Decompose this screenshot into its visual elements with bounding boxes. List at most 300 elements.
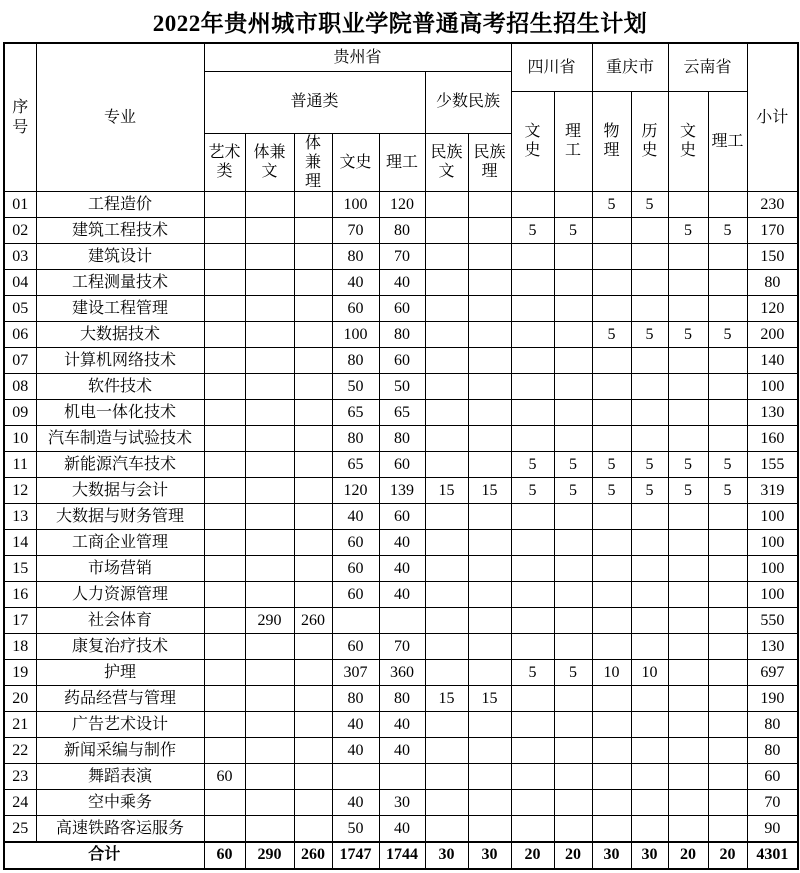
table-row [4, 296, 798, 322]
value-cell: 150 [747, 244, 798, 270]
value-cell: 120 [332, 478, 379, 504]
col-header-sport-li [294, 133, 332, 192]
value-cell [631, 608, 668, 634]
major-name-cell: 计算机网络技术 [36, 348, 204, 374]
value-cell [294, 452, 332, 478]
value-cell [631, 712, 668, 738]
col-header-art [204, 133, 245, 192]
value-cell [592, 608, 631, 634]
value-cell [631, 764, 668, 790]
value-cell [708, 504, 747, 530]
col-header-sport-li-label: 体兼理 [304, 134, 321, 190]
value-cell [668, 348, 708, 374]
value-cell [708, 634, 747, 660]
value-cell [294, 790, 332, 816]
table-row [4, 452, 798, 478]
value-cell [668, 270, 708, 296]
row-number-cell: 04 [4, 270, 36, 296]
value-cell [668, 530, 708, 556]
row-number-cell: 23 [4, 764, 36, 790]
value-cell: 5 [631, 452, 668, 478]
total-value-cell: 30 [425, 842, 468, 869]
value-cell: 50 [332, 816, 379, 842]
value-cell [425, 426, 468, 452]
value-cell [708, 556, 747, 582]
col-header-no [4, 43, 36, 192]
total-value-cell: 30 [468, 842, 511, 869]
value-cell [631, 270, 668, 296]
value-cell [468, 530, 511, 556]
table-body [4, 192, 798, 842]
value-cell [294, 192, 332, 218]
col-header-yunnan-wenshi-label: 文史 [680, 123, 697, 160]
value-cell [425, 712, 468, 738]
value-cell: 60 [379, 452, 425, 478]
value-cell [245, 790, 294, 816]
value-cell [204, 686, 245, 712]
value-cell: 65 [379, 400, 425, 426]
col-header-no-label: 序号 [12, 99, 29, 136]
value-cell: 40 [379, 582, 425, 608]
value-cell [511, 764, 554, 790]
value-cell [511, 556, 554, 582]
value-cell [554, 348, 592, 374]
row-number-cell: 25 [4, 816, 36, 842]
value-cell [294, 400, 332, 426]
value-cell [631, 426, 668, 452]
value-cell [511, 374, 554, 400]
value-cell [631, 556, 668, 582]
value-cell: 80 [379, 686, 425, 712]
value-cell [425, 582, 468, 608]
value-cell: 5 [511, 218, 554, 244]
value-cell: 80 [379, 426, 425, 452]
value-cell: 40 [332, 738, 379, 764]
value-cell [468, 452, 511, 478]
value-cell [554, 400, 592, 426]
value-cell [294, 322, 332, 348]
major-name-cell: 新能源汽车技术 [36, 452, 204, 478]
value-cell: 100 [332, 322, 379, 348]
row-number-cell: 07 [4, 348, 36, 374]
value-cell [511, 192, 554, 218]
total-value-cell: 30 [592, 842, 631, 869]
value-cell [468, 634, 511, 660]
value-cell: 70 [379, 244, 425, 270]
value-cell [708, 192, 747, 218]
col-header-chongqing-wuli-label: 物理 [603, 123, 620, 160]
value-cell [204, 270, 245, 296]
value-cell [592, 218, 631, 244]
value-cell [204, 660, 245, 686]
value-cell: 5 [708, 452, 747, 478]
value-cell [708, 426, 747, 452]
value-cell: 40 [379, 270, 425, 296]
value-cell: 15 [425, 686, 468, 712]
value-cell: 80 [379, 322, 425, 348]
value-cell: 40 [332, 712, 379, 738]
value-cell [631, 296, 668, 322]
value-cell [708, 738, 747, 764]
total-value-cell: 20 [708, 842, 747, 869]
value-cell [668, 582, 708, 608]
major-name-cell: 市场营销 [36, 556, 204, 582]
value-cell [468, 374, 511, 400]
table-row [4, 608, 798, 634]
col-header-minority-li-label: 民族理 [473, 144, 506, 181]
col-header-yunnan-wenshi [668, 91, 708, 192]
table-row [4, 582, 798, 608]
value-cell [204, 712, 245, 738]
value-cell [708, 712, 747, 738]
value-cell [592, 348, 631, 374]
value-cell: 100 [747, 556, 798, 582]
major-name-cell: 工程测量技术 [36, 270, 204, 296]
value-cell [554, 556, 592, 582]
value-cell [511, 348, 554, 374]
value-cell [245, 244, 294, 270]
value-cell [245, 816, 294, 842]
value-cell [511, 270, 554, 296]
value-cell [631, 348, 668, 374]
major-name-cell: 软件技术 [36, 374, 204, 400]
value-cell [245, 530, 294, 556]
value-cell: 10 [631, 660, 668, 686]
major-name-cell: 汽车制造与试验技术 [36, 426, 204, 452]
value-cell [468, 764, 511, 790]
value-cell: 80 [747, 270, 798, 296]
row-number-cell: 12 [4, 478, 36, 504]
major-name-cell: 大数据与会计 [36, 478, 204, 504]
value-cell: 190 [747, 686, 798, 712]
value-cell [668, 790, 708, 816]
value-cell [245, 478, 294, 504]
value-cell [592, 738, 631, 764]
value-cell [425, 452, 468, 478]
value-cell [294, 348, 332, 374]
value-cell [592, 712, 631, 738]
major-name-cell: 建筑工程技术 [36, 218, 204, 244]
value-cell [668, 296, 708, 322]
value-cell [631, 816, 668, 842]
value-cell [468, 192, 511, 218]
value-cell: 70 [332, 218, 379, 244]
major-name-cell: 康复治疗技术 [36, 634, 204, 660]
value-cell: 80 [747, 738, 798, 764]
value-cell [631, 374, 668, 400]
value-cell [468, 712, 511, 738]
value-cell: 260 [294, 608, 332, 634]
value-cell: 5 [668, 452, 708, 478]
major-name-cell: 空中乘务 [36, 790, 204, 816]
value-cell: 100 [332, 192, 379, 218]
total-value-cell: 60 [204, 842, 245, 869]
value-cell [425, 374, 468, 400]
total-value-cell: 20 [554, 842, 592, 869]
value-cell [425, 556, 468, 582]
value-cell: 5 [554, 660, 592, 686]
value-cell [592, 504, 631, 530]
value-cell [294, 816, 332, 842]
value-cell [592, 764, 631, 790]
value-cell [425, 634, 468, 660]
major-name-cell: 大数据技术 [36, 322, 204, 348]
value-cell [631, 634, 668, 660]
table-row [4, 322, 798, 348]
value-cell: 15 [425, 478, 468, 504]
total-value-cell: 1744 [379, 842, 425, 869]
table-row [4, 426, 798, 452]
table-row [4, 218, 798, 244]
value-cell: 60 [332, 582, 379, 608]
major-name-cell: 建筑设计 [36, 244, 204, 270]
value-cell [554, 686, 592, 712]
value-cell: 70 [379, 634, 425, 660]
value-cell: 80 [747, 712, 798, 738]
value-cell [245, 712, 294, 738]
value-cell: 60 [332, 556, 379, 582]
value-cell [468, 556, 511, 582]
value-cell [708, 244, 747, 270]
value-cell [204, 582, 245, 608]
value-cell [708, 764, 747, 790]
value-cell: 170 [747, 218, 798, 244]
value-cell [708, 348, 747, 374]
value-cell [468, 348, 511, 374]
value-cell: 5 [631, 322, 668, 348]
value-cell: 40 [332, 790, 379, 816]
value-cell [708, 270, 747, 296]
value-cell [204, 556, 245, 582]
value-cell: 100 [747, 374, 798, 400]
value-cell: 319 [747, 478, 798, 504]
value-cell [294, 218, 332, 244]
value-cell [631, 530, 668, 556]
col-header-chongqing-lishi-label: 历史 [641, 123, 658, 160]
group-header-guizhou: 贵州省 [204, 43, 511, 71]
value-cell [425, 192, 468, 218]
value-cell: 5 [592, 452, 631, 478]
value-cell [668, 764, 708, 790]
value-cell [554, 582, 592, 608]
table-row [4, 712, 798, 738]
value-cell [294, 244, 332, 270]
row-number-cell: 08 [4, 374, 36, 400]
value-cell [592, 296, 631, 322]
value-cell [668, 816, 708, 842]
value-cell [425, 738, 468, 764]
value-cell [425, 348, 468, 374]
value-cell [245, 192, 294, 218]
value-cell: 5 [668, 322, 708, 348]
value-cell [554, 608, 592, 634]
value-cell [294, 764, 332, 790]
value-cell [708, 296, 747, 322]
value-cell [708, 608, 747, 634]
value-cell [425, 660, 468, 686]
value-cell: 5 [592, 322, 631, 348]
enrollment-plan-table [3, 42, 799, 870]
row-number-cell: 21 [4, 712, 36, 738]
value-cell [511, 582, 554, 608]
value-cell: 60 [204, 764, 245, 790]
value-cell [511, 816, 554, 842]
value-cell [631, 504, 668, 530]
value-cell [245, 218, 294, 244]
row-number-cell: 16 [4, 582, 36, 608]
value-cell: 697 [747, 660, 798, 686]
value-cell [245, 296, 294, 322]
value-cell [668, 738, 708, 764]
major-name-cell: 机电一体化技术 [36, 400, 204, 426]
value-cell [668, 504, 708, 530]
value-cell [592, 244, 631, 270]
value-cell [592, 374, 631, 400]
value-cell [204, 296, 245, 322]
value-cell: 60 [747, 764, 798, 790]
value-cell: 120 [747, 296, 798, 322]
page-title: 2022年贵州城市职业学院普通高考招生招生计划 [152, 11, 648, 36]
value-cell [294, 712, 332, 738]
value-cell [204, 452, 245, 478]
major-name-cell: 社会体育 [36, 608, 204, 634]
major-name-cell: 高速铁路客运服务 [36, 816, 204, 842]
value-cell [708, 686, 747, 712]
value-cell: 5 [554, 218, 592, 244]
value-cell [204, 218, 245, 244]
value-cell [554, 712, 592, 738]
value-cell [511, 608, 554, 634]
value-cell [245, 322, 294, 348]
value-cell: 5 [592, 478, 631, 504]
group-header-yunnan: 云南省 [668, 43, 747, 91]
value-cell [708, 582, 747, 608]
value-cell [708, 530, 747, 556]
value-cell: 5 [631, 192, 668, 218]
table-row [4, 270, 798, 296]
value-cell: 5 [511, 660, 554, 686]
value-cell [294, 660, 332, 686]
value-cell [554, 504, 592, 530]
value-cell [425, 608, 468, 634]
row-number-cell: 17 [4, 608, 36, 634]
value-cell: 80 [379, 218, 425, 244]
table-row [4, 686, 798, 712]
value-cell [425, 218, 468, 244]
value-cell [554, 738, 592, 764]
value-cell [204, 192, 245, 218]
value-cell: 65 [332, 452, 379, 478]
value-cell: 130 [747, 634, 798, 660]
row-number-cell: 01 [4, 192, 36, 218]
table-row [4, 790, 798, 816]
value-cell [554, 634, 592, 660]
group-header-sichuan: 四川省 [511, 43, 592, 91]
table-row [4, 738, 798, 764]
value-cell [204, 634, 245, 660]
value-cell [592, 556, 631, 582]
value-cell [245, 634, 294, 660]
value-cell [668, 192, 708, 218]
value-cell: 40 [379, 530, 425, 556]
value-cell: 40 [332, 504, 379, 530]
value-cell [204, 608, 245, 634]
value-cell [425, 790, 468, 816]
value-cell: 80 [332, 686, 379, 712]
value-cell [631, 582, 668, 608]
value-cell: 60 [379, 296, 425, 322]
major-name-cell: 工商企业管理 [36, 530, 204, 556]
major-name-cell: 新闻采编与制作 [36, 738, 204, 764]
major-name-cell: 建设工程管理 [36, 296, 204, 322]
col-header-sichuan-wenshi-label: 文史 [524, 123, 541, 160]
value-cell [332, 608, 379, 634]
value-cell [425, 816, 468, 842]
value-cell: 10 [592, 660, 631, 686]
col-header-yunnan-ligong: 理工 [708, 91, 747, 192]
value-cell [204, 530, 245, 556]
value-cell: 200 [747, 322, 798, 348]
value-cell [668, 660, 708, 686]
row-number-cell: 03 [4, 244, 36, 270]
value-cell [294, 504, 332, 530]
value-cell [554, 322, 592, 348]
value-cell [708, 790, 747, 816]
row-number-cell: 02 [4, 218, 36, 244]
value-cell [245, 686, 294, 712]
value-cell [204, 322, 245, 348]
value-cell [468, 738, 511, 764]
table-header [4, 43, 798, 192]
value-cell [294, 478, 332, 504]
major-name-cell: 护理 [36, 660, 204, 686]
value-cell [554, 296, 592, 322]
value-cell [294, 686, 332, 712]
value-cell: 100 [747, 582, 798, 608]
value-cell: 230 [747, 192, 798, 218]
col-header-sport-wen [245, 133, 294, 192]
value-cell [468, 426, 511, 452]
value-cell [554, 374, 592, 400]
col-header-minority-wen [425, 133, 468, 192]
value-cell: 90 [747, 816, 798, 842]
value-cell [294, 530, 332, 556]
value-cell: 100 [747, 530, 798, 556]
value-cell [245, 452, 294, 478]
value-cell: 5 [554, 478, 592, 504]
total-row [4, 842, 798, 869]
value-cell: 65 [332, 400, 379, 426]
value-cell: 5 [708, 218, 747, 244]
col-header-major: 专业 [36, 43, 204, 192]
value-cell: 60 [332, 530, 379, 556]
value-cell [554, 530, 592, 556]
value-cell [592, 530, 631, 556]
value-cell [204, 478, 245, 504]
table-row [4, 504, 798, 530]
value-cell: 130 [747, 400, 798, 426]
value-cell [554, 192, 592, 218]
value-cell: 40 [332, 270, 379, 296]
value-cell [245, 348, 294, 374]
value-cell [708, 816, 747, 842]
value-cell: 5 [708, 322, 747, 348]
value-cell [204, 426, 245, 452]
value-cell: 15 [468, 686, 511, 712]
table-row [4, 530, 798, 556]
total-value-cell: 260 [294, 842, 332, 869]
total-value-cell: 30 [631, 842, 668, 869]
